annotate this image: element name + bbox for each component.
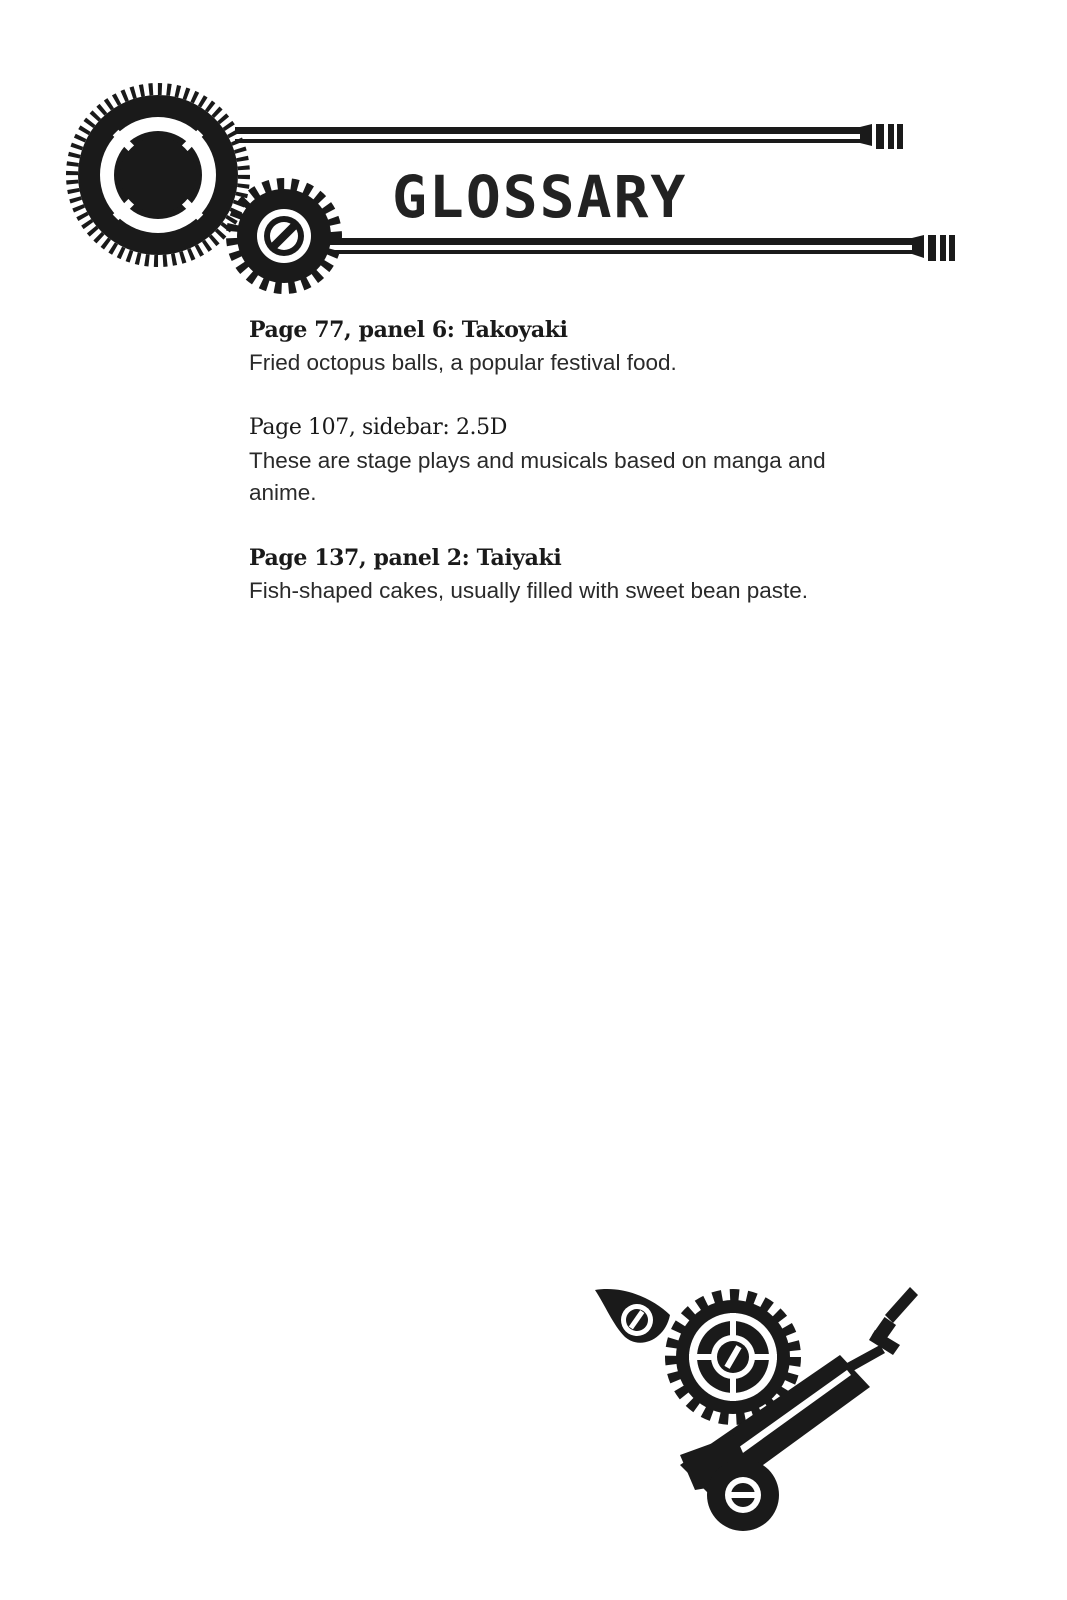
- top-pipe-icon: [235, 124, 903, 149]
- entry-heading: Page 137, panel 2: Taiyaki: [249, 545, 562, 571]
- large-gear-icon: [72, 89, 244, 261]
- small-gear-icon: [232, 184, 336, 288]
- glossary-entry: [249, 541, 949, 607]
- entry-definition: Fried octopus balls, a popular festival food.: [249, 350, 677, 375]
- glossary-list: [249, 313, 949, 639]
- page-title: GLOSSARY: [392, 163, 688, 231]
- steampunk-machine-icon: [585, 1275, 935, 1535]
- entry-heading: Page 107, sidebar: 2.5D: [249, 415, 507, 440]
- glossary-entry: [249, 313, 949, 379]
- entry-definition: These are stage plays and musicals based on manga and anime.: [249, 448, 826, 505]
- bottom-pipe-icon: [330, 235, 955, 261]
- header-gear-banner: [0, 0, 1067, 320]
- entry-heading: Page 77, panel 6: Takoyaki: [249, 317, 568, 343]
- glossary-entry: [249, 411, 949, 509]
- entry-definition: Fish-shaped cakes, usually filled with sweet bean paste.: [249, 578, 809, 603]
